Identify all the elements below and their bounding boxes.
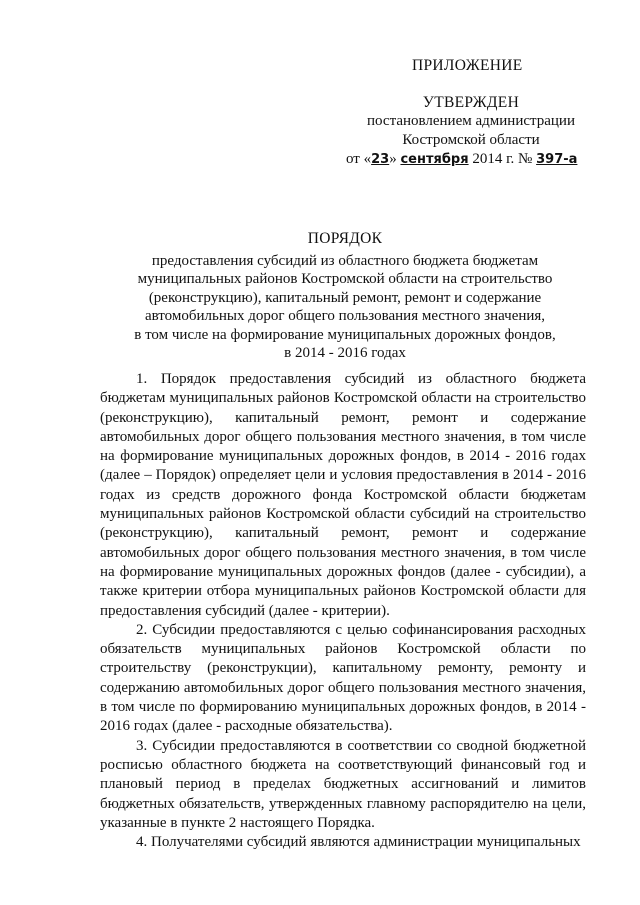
approved-heading: УТВЕРЖДЕН (422, 94, 520, 111)
title-main: ПОРЯДОК (307, 230, 383, 247)
title-line: (реконструкцию), капитальный ремонт, ремонт и содержание (148, 289, 542, 306)
paragraph-4: 4. Получателями субсидий являются администрации муниципальных (136, 834, 581, 851)
date-day: 23 (371, 152, 390, 167)
date-month: сентября (400, 152, 469, 167)
paragraph-2: 2. Субсидии предоставляются с целью софинансирования расходных обязательств муниципальных районов Костромской области по строительству (реконструкции), капитальному ремонту, ремонту и содержанию автомобильных дорог общего пользования местного значения, в том числе по формированию муниципальных дорожных фондов, в 2014 - 2016 годах (далее - расходные обязательства). (100, 621, 586, 735)
approved-by-line-2: Костромской области (402, 132, 540, 148)
approved-by-line-1: постановлением администрации (367, 113, 575, 129)
paragraph-3: 3. Субсидии предоставляются в соответствии со сводной бюджетной росписью областного бюджета на соответствующий финансовый год и плановый период в пределах бюджетных ассигнований и лимитов бюджетных обязательств, утвержденных главному распорядителю на цели, указанные в пункте 2 настоящего Порядка. (100, 737, 586, 831)
document-title (100, 230, 590, 363)
approval-block (346, 93, 582, 169)
title-line: в том числе на формирование муниципальных дорожных фондов, (134, 326, 556, 343)
approval-date-line (346, 150, 582, 169)
appendix-label: ПРИЛОЖЕНИЕ (412, 57, 523, 74)
date-prefix: от « (346, 151, 372, 167)
date-year: 2014 г. № (468, 151, 537, 167)
title-line: предоставления субсидий из областного бюджета бюджетам (151, 252, 539, 269)
paragraph-1: 1. Порядок предоставления субсидий из областного бюджета бюджетам муниципальных районов Костромской области на строительство (реконструкцию), капитальный ремонт, ремонт и содержание автомобильных дорог общего пользования местного значения, в том числе на формирование муниципальных дорожных фондов, в 2014 - 2016 годах (далее – Порядок) определяет цели и условия предоставления в 2014 - 2016 годах из средств дорожного фонда Костромской области бюджетам муниципальных районов Костромской области субсидий на строительство (реконструкцию), капитальный ремонт, ремонт и содержание автомобильных дорог общего пользования местного значения, в том числе на формирование муниципальных дорожных фондов (далее - субсидии), а также критерии отбора муниципальных районов Костромской области для предоставления субсидий (далее - критерии). (100, 371, 586, 619)
title-line: автомобильных дорог общего пользования местного значения, (144, 308, 546, 324)
title-line: в 2014 - 2016 годах (284, 345, 406, 361)
document-number: 397-а (536, 152, 578, 167)
document-body (100, 370, 586, 852)
date-mid: » (389, 151, 401, 167)
title-line: муниципальных районов Костромской области на строительство (137, 271, 553, 287)
